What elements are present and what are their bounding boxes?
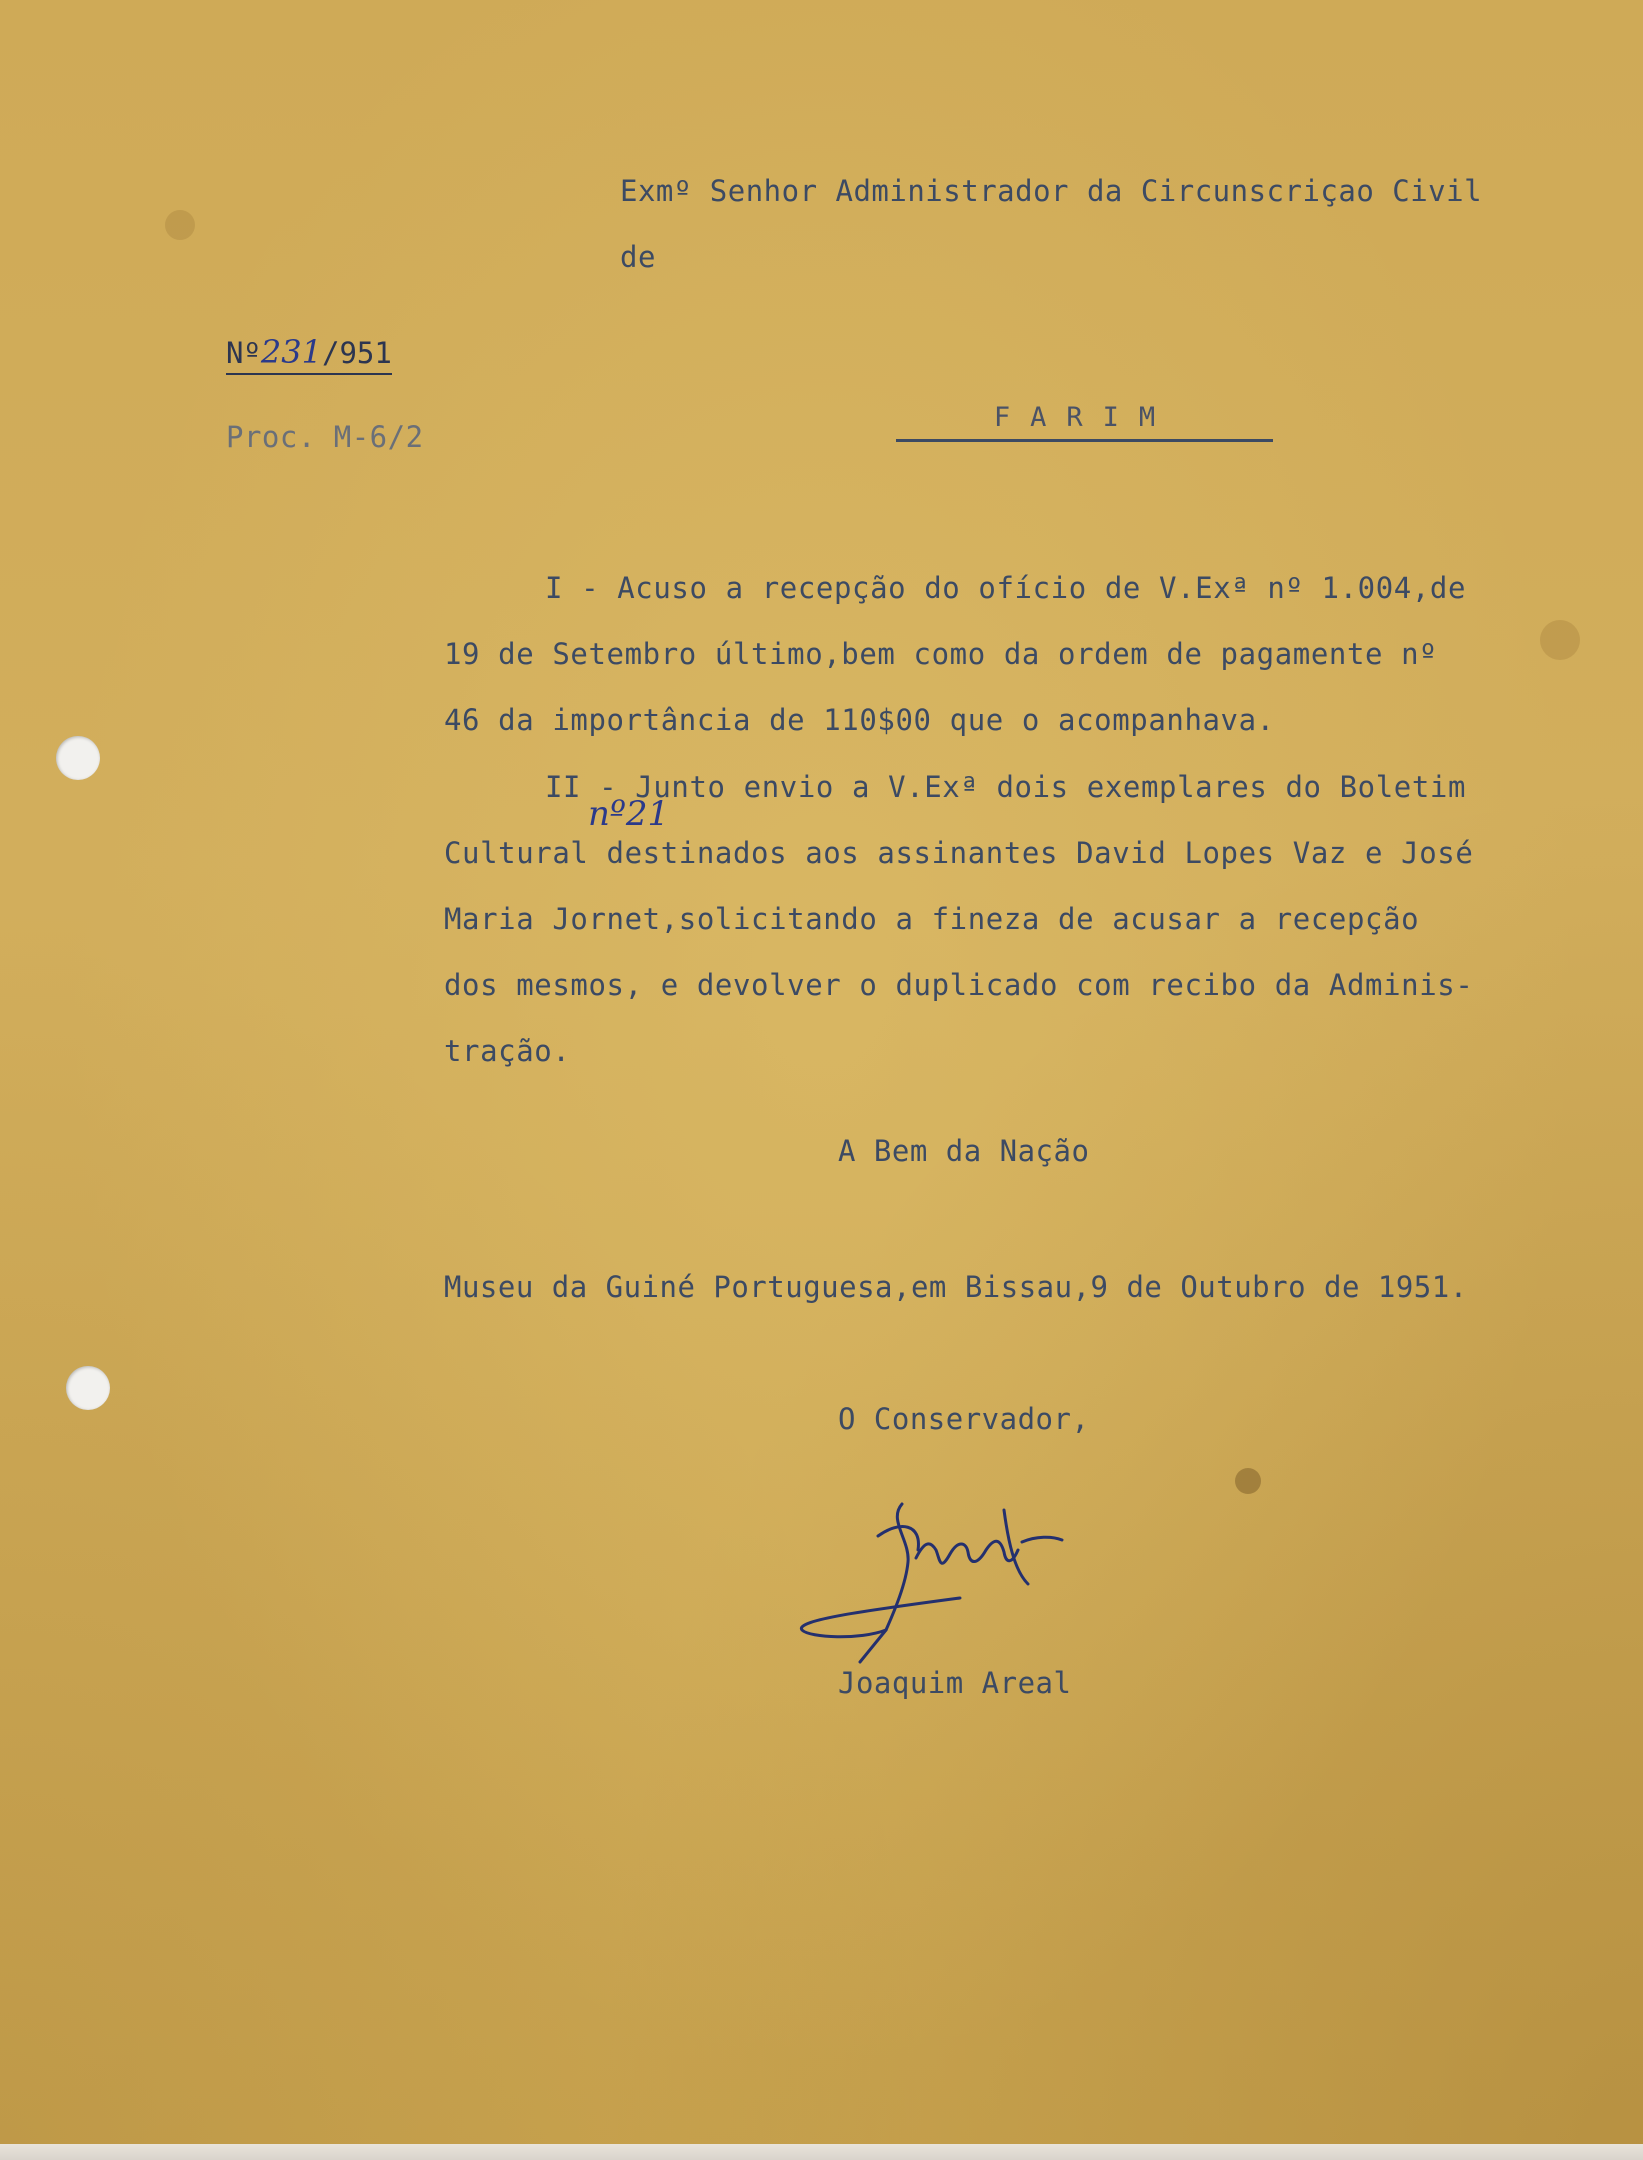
body-line: tração. (444, 1034, 571, 1068)
body-line: Maria Jornet,solicitando a fineza de acusar a recepção (444, 902, 1420, 936)
destination-place: FARIM (896, 402, 1273, 442)
signatory-name: Joaquim Areal (838, 1666, 1072, 1700)
body-line: 19 de Setembro último,bem como da ordem de pagamente nº (444, 637, 1438, 671)
body-line: 46 da importância de 110$00 que o acompanhava. (444, 703, 1275, 737)
salutation: Exmº Senhor Administrador da Circunscriçao Civil (620, 174, 1483, 208)
reference-number-handwritten: 231 (260, 333, 322, 371)
reference-number (226, 333, 392, 375)
punch-hole (66, 1366, 110, 1410)
signature (790, 1480, 1110, 1670)
process-reference: Proc. M-6/2 (226, 420, 424, 454)
signatory-title: O Conservador, (838, 1402, 1090, 1436)
body-line: II - Junto envio a V.Exª dois exemplares do Boletim (545, 770, 1467, 804)
salutation-de: de (620, 240, 656, 274)
reference-prefix: Nº (226, 336, 261, 370)
scan-edge (0, 2144, 1643, 2160)
paper-stain (165, 210, 195, 240)
paper-stain (1540, 620, 1580, 660)
handwritten-note: nº21 (588, 794, 670, 834)
place-and-date: Museu da Guiné Portuguesa,em Bissau,9 de Outubro de 1951. (444, 1270, 1468, 1304)
closing-formula: A Bem da Nação (838, 1134, 1090, 1168)
punch-hole (56, 736, 100, 780)
body-line: dos mesmos, e devolver o duplicado com recibo da Adminis- (444, 968, 1474, 1002)
reference-year: /951 (322, 336, 392, 370)
body-line: I - Acuso a recepção do ofício de V.Exª nº 1.004,de (545, 571, 1467, 605)
paper-stain (1235, 1468, 1261, 1494)
body-line: Cultural destinados aos assinantes David Lopes Vaz e José (444, 836, 1474, 870)
